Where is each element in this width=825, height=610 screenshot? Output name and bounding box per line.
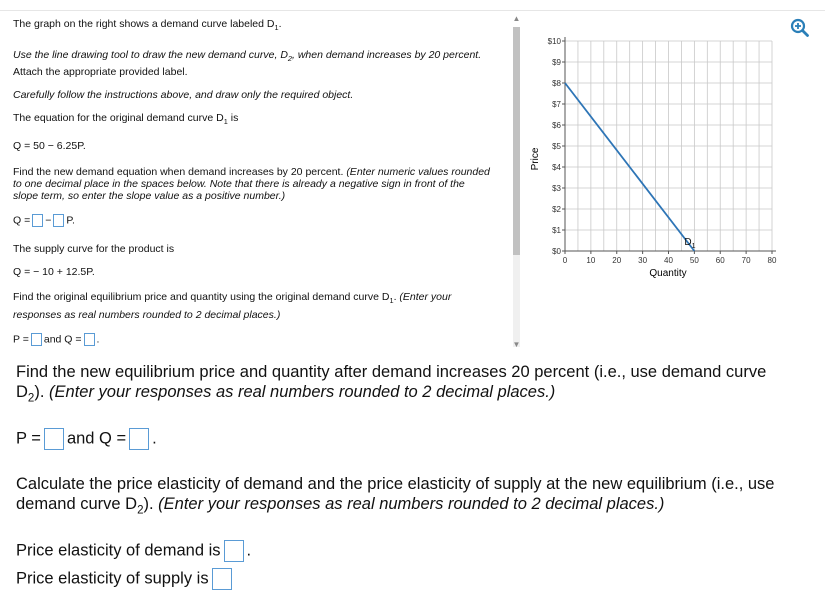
attach-label-instruction: Attach the appropriate provided label. xyxy=(13,66,188,78)
x-tick-label: 40 xyxy=(664,256,673,265)
x-tick-label: 50 xyxy=(689,256,699,265)
top-divider xyxy=(0,10,825,11)
demand-elasticity-row: Price elasticity of demand is . xyxy=(16,540,251,562)
original-equilibrium-prompt-line2: responses as real numbers rounded to 2 decimal places.) xyxy=(13,309,281,321)
original-quantity-input[interactable] xyxy=(84,333,95,346)
find-new-equation: Find the new demand equation when demand increases by 20 percent. (Enter numeric values rounded xyxy=(13,166,490,178)
new-price-input[interactable] xyxy=(44,428,64,450)
zoom-button[interactable] xyxy=(790,18,810,38)
x-tick-label: 0 xyxy=(562,256,568,265)
y-tick-label: $10 xyxy=(547,37,561,46)
y-tick-label: $6 xyxy=(552,121,561,130)
y-tick-label: $5 xyxy=(552,142,561,151)
scroll-up-arrow-icon[interactable]: ▲ xyxy=(512,14,521,23)
careful-instruction: Carefully follow the instructions above, and draw only the required object. xyxy=(13,89,354,101)
scroll-down-arrow-icon[interactable]: ▼ xyxy=(512,340,521,349)
new-quantity-input[interactable] xyxy=(129,428,149,450)
x-tick-label: 10 xyxy=(586,256,596,265)
new-demand-equation-row: Q = − P. xyxy=(13,214,75,227)
elasticity-prompt: Calculate the price elasticity of demand and the price elasticity of supply at the new equilibrium (i.e., use xyxy=(16,475,775,493)
x-tick-label: 20 xyxy=(612,256,622,265)
equation-intro: The equation for the original demand curve $D_1$ is xyxy=(13,112,239,127)
y-tick-label: $9 xyxy=(552,58,561,67)
new-equilibrium-row: P = and Q = . xyxy=(16,428,157,450)
y-axis-label: Price xyxy=(530,147,541,171)
y-tick-label: $7 xyxy=(552,100,561,109)
elasticity-prompt-line2: demand curve $D_2$). (Enter your responses as real numbers rounded to 2 decimal places.) xyxy=(16,495,665,517)
supply-intro: The supply curve for the product is xyxy=(13,243,175,255)
supply-equation: Q = − 10 + 12.5P. xyxy=(13,266,95,278)
original-equilibrium-prompt: Find the original equilibrium price and quantity using the original demand curve $D_1$. (Enter your xyxy=(13,291,452,306)
demand-graph[interactable] xyxy=(525,14,825,284)
demand-equation: Q = 50 − 6.25P. xyxy=(13,140,86,152)
demand-curve-label: $D_1$ xyxy=(684,237,696,250)
original-equilibrium-row: P = and Q = . xyxy=(13,333,100,346)
y-tick-label: $3 xyxy=(552,184,561,193)
y-tick-label: $8 xyxy=(552,79,561,88)
x-tick-label: 30 xyxy=(638,256,648,265)
original-price-input[interactable] xyxy=(31,333,42,346)
find-new-equation-line3: slope term, so enter the slope value as a positive number.) xyxy=(13,190,286,202)
y-tick-label: $1 xyxy=(552,226,561,235)
panel-scrollbar[interactable] xyxy=(511,13,522,350)
new-equilibrium-prompt: Find the new equilibrium price and quantity after demand increases 20 percent (i.e., use demand curve xyxy=(16,363,767,381)
draw-instruction: Use the line drawing tool to draw the new demand curve, $D_2$, when demand increases by 20 percent. xyxy=(13,49,482,64)
find-new-equation-line2: to one decimal place in the spaces below. Note that there is already a negative sign in front of the xyxy=(13,178,465,190)
intro-text: The graph on the right shows a demand curve labeled $D_1$. xyxy=(13,18,282,33)
slope-input[interactable] xyxy=(53,214,64,227)
scroll-thumb[interactable] xyxy=(513,27,520,255)
y-tick-label: $2 xyxy=(552,205,561,214)
y-tick-label: $0 xyxy=(552,247,561,256)
x-axis-label: Quantity xyxy=(649,268,687,279)
intercept-input[interactable] xyxy=(32,214,43,227)
new-equilibrium-prompt-line2: $D_2$). (Enter your responses as real numbers rounded to 2 decimal places.) xyxy=(16,383,556,405)
supply-elasticity-row: Price elasticity of supply is xyxy=(16,568,235,590)
x-tick-label: 70 xyxy=(741,256,751,265)
supply-elasticity-input[interactable] xyxy=(212,568,232,590)
x-tick-label: 80 xyxy=(767,256,777,265)
x-tick-label: 60 xyxy=(715,256,725,265)
demand-elasticity-input[interactable] xyxy=(224,540,244,562)
zoom-in-icon xyxy=(790,18,810,38)
y-tick-label: $4 xyxy=(552,163,561,172)
